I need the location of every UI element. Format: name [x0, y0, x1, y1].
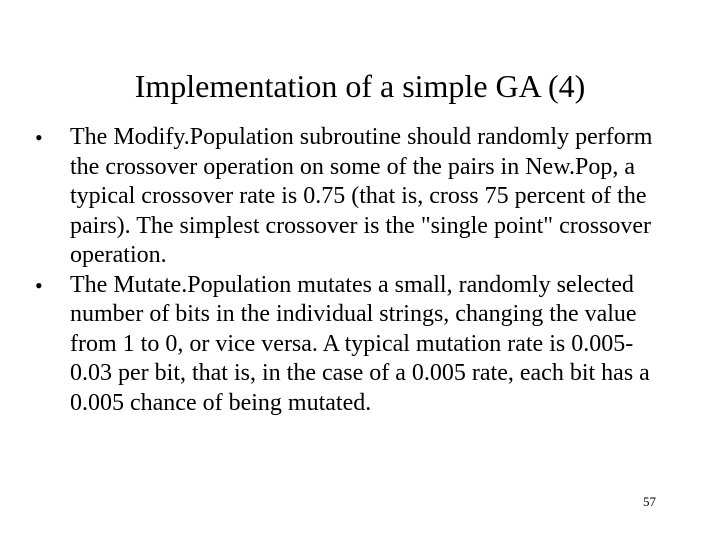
bullet-text: The Mutate.Population mutates a small, randomly selected number of bits in the individual strings, changing the value from 1 to 0, or vice versa. A typical mutation rate is 0.005-0.03 per bit, that is, in the case of a 0.005 rate, each bit has a 0.005 chance of being mutated.	[70, 271, 650, 416]
slide-title: Implementation of a simple GA (4)	[134, 68, 586, 104]
bullet-item-crossover	[0, 123, 720, 271]
bullet-list	[0, 123, 720, 418]
bullet-icon: •	[35, 125, 43, 150]
bullet-icon: •	[35, 272, 43, 298]
bullet-item-mutation	[0, 271, 720, 419]
page-number: 57	[643, 494, 656, 509]
bullet-text: The Modify.Population subroutine should randomly perform the crossover operation on some of the pairs in New.Pop, a typical crossover rate is 0.75 (that is, cross 75 percent of the pairs). The simplest crossover is the "single point" crossover operation.	[70, 124, 653, 268]
